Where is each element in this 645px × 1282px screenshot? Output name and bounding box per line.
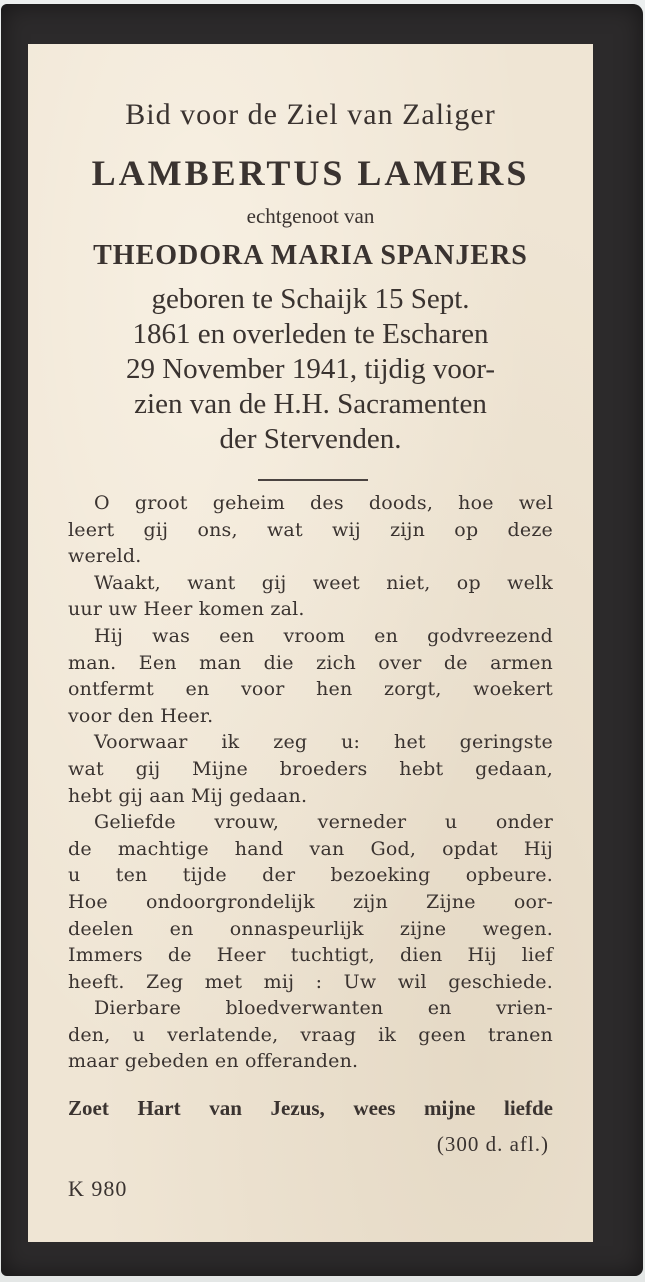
text-line: Voorwaar ik zeg u: het geringste [94,731,553,754]
text-line: voor den Heer. [68,704,214,727]
text-line: man. Een man die zich over de armen [68,651,553,674]
text-line: uur uw Heer komen zal. [68,598,305,621]
bio-line: 29 November 1941, tijdig voor- [125,353,496,385]
deceased-name: LAMBERTUS LAMERS [91,153,530,193]
text-line: leert gij ons, wat wij zijn op deze [68,518,553,541]
prayer-text [68,490,553,1075]
text-line: wereld. [68,545,142,568]
biography [28,282,593,457]
divider-rule [258,479,368,481]
text-line: Geliefde vrouw, verneder u onder [94,811,553,834]
text-line: O groot geheim des doods, hoe wel [94,492,553,514]
text-line: Dierbare bloedverwanten en vrien- [94,997,553,1020]
text-line: Immers de Heer tuchtigt, dien Hij lief [68,944,553,967]
memorial-card [28,44,593,1242]
text-line: wat gij Mijne broeders hebt gedaan, [68,757,553,780]
text-line: den, u verlatende, vraag ik geen tranen [68,1023,553,1046]
print-reference: K 980 [68,1176,128,1201]
text-line: maar gebeden en offeranden. [68,1050,359,1073]
bio-line: geboren te Schaijk 15 Sept. [151,283,470,315]
text-line: Hij was een vroom en godvreezend [94,624,553,647]
text-line: ontfermt en voor hen zorgt, woekert [68,678,553,701]
text-line: Hoe ondoorgrondelijk zijn Zijne oor- [68,890,553,913]
closing-prayer: Zoet Hart van Jezus, wees mijne liefde [68,1096,553,1120]
bio-line: der Stervenden. [219,423,402,455]
spouse-intro: echtgenoot van [246,204,375,228]
text-line: u ten tijde der bezoeking opbeure. [68,864,553,887]
bio-line: zien van de H.H. Sacramenten [134,388,487,420]
text-line: Waakt, want gij weet niet, op welk [94,571,553,594]
invocation-heading: Bid voor de Ziel van Zaliger [125,98,496,131]
text-line: deelen en onnaspeurlijk zijne wegen. [68,917,553,940]
indulgence-note: (300 d. afl.) [436,1132,549,1156]
spouse-name: THEODORA MARIA SPANJERS [93,240,528,271]
text-line: hebt gij aan Mij gedaan. [68,784,308,807]
bio-line: 1861 en overleden te Escharen [132,318,489,350]
text-line: heeft. Zeg met mij : Uw wil geschiede. [68,970,553,993]
text-line: de machtige hand van God, opdat Hij [68,837,553,860]
